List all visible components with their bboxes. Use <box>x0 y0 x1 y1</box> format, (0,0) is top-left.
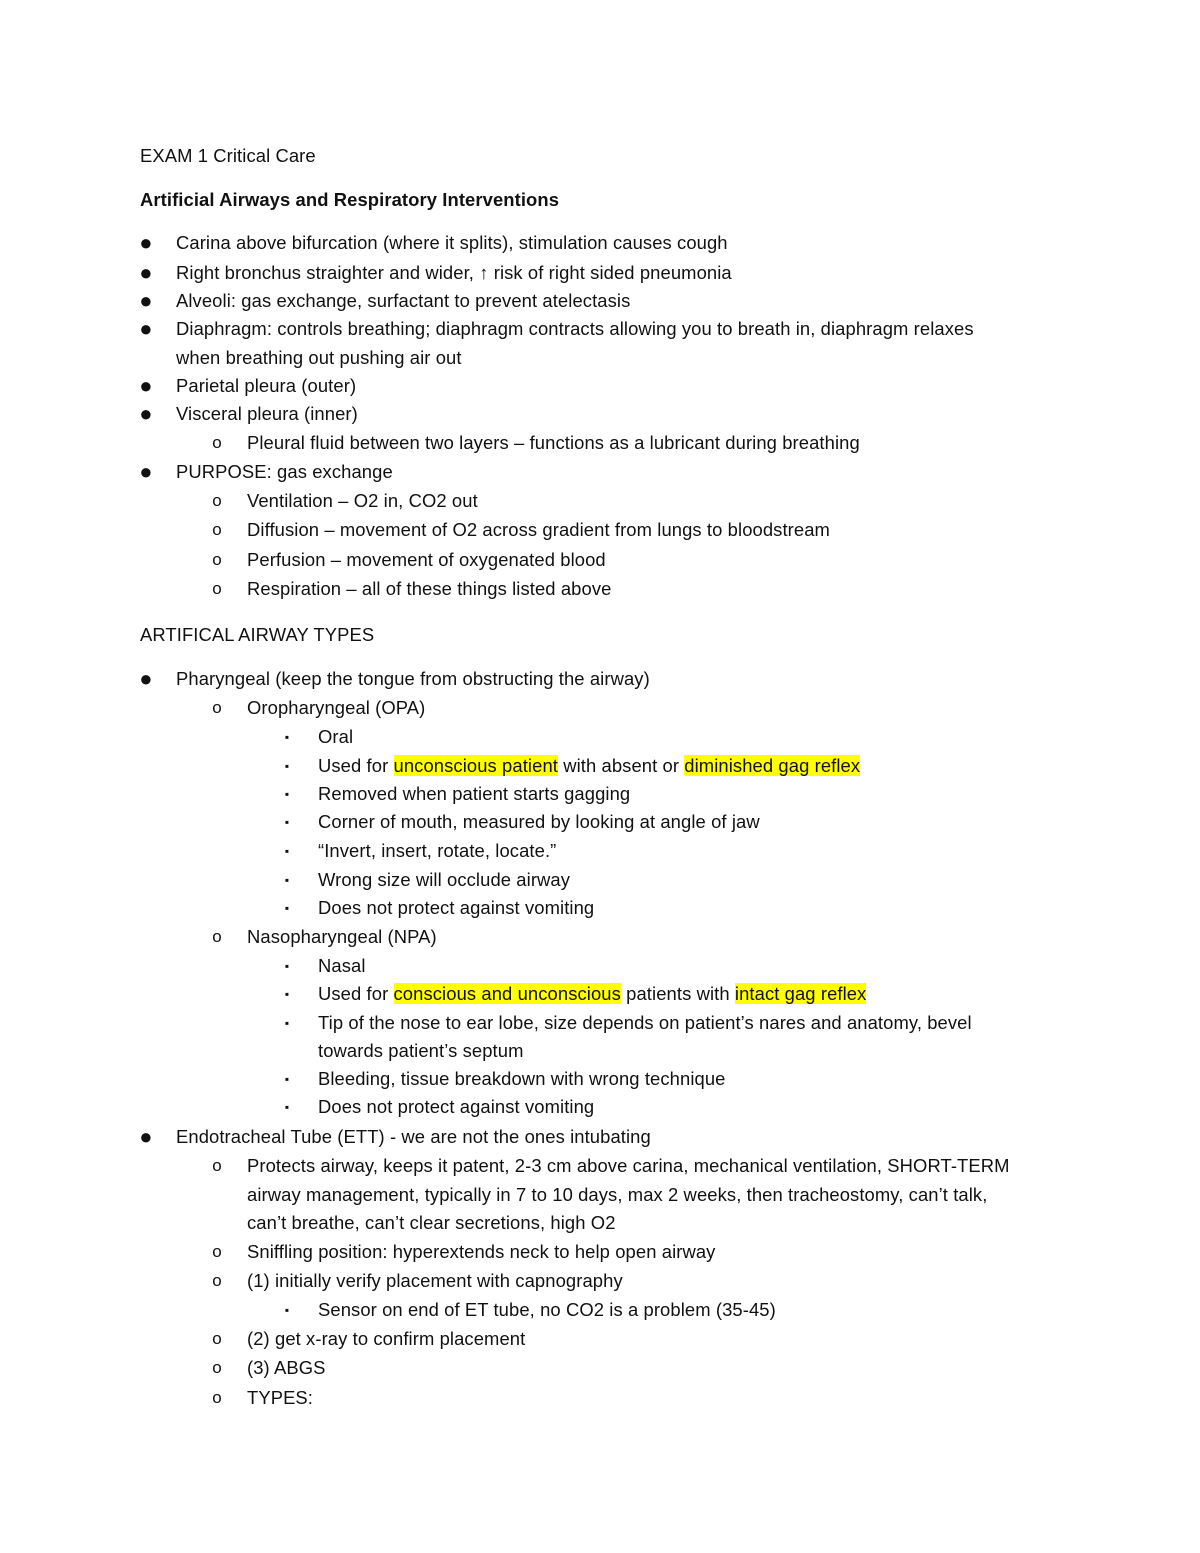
sub-bullet-icon: o <box>212 491 222 510</box>
list-item: Carina above bifurcation (where it splits), stimulation causes cough <box>176 232 728 253</box>
list-item: Pharyngeal (keep the tongue from obstructing the airway) <box>176 668 650 689</box>
list-item: Does not protect against vomiting <box>318 1096 595 1117</box>
list-item: Oral <box>318 726 354 747</box>
list-item-continuation: when breathing out pushing air out <box>176 347 462 368</box>
list-item: (3) ABGS <box>247 1357 326 1378</box>
sub-bullet-icon: o <box>212 520 222 539</box>
list-item: Wrong size will occlude airway <box>318 869 571 890</box>
list-item: (1) initially verify placement with capnography <box>247 1270 623 1291</box>
document-title: EXAM 1 Critical Care <box>140 145 316 166</box>
sub-bullet-icon: o <box>212 1271 222 1290</box>
text-segment: Used for <box>318 983 394 1004</box>
sub-bullet-icon: o <box>212 698 222 717</box>
list-item: Respiration – all of these things listed above <box>247 578 612 599</box>
list-item-highlighted <box>318 754 860 778</box>
text-segment: with absent or <box>557 755 685 776</box>
sub-bullet-icon: o <box>212 550 222 569</box>
list-item: Corner of mouth, measured by looking at angle of jaw <box>318 811 760 832</box>
list-item: TYPES: <box>247 1387 314 1408</box>
list-item: Bleeding, tissue breakdown with wrong technique <box>318 1068 726 1089</box>
section-heading-airway-types: ARTIFICAL AIRWAY TYPES <box>140 624 375 645</box>
bullet-icon: ● <box>139 666 153 691</box>
bullet-icon: ● <box>139 260 153 285</box>
list-item: Sniffling position: hyperextends neck to help open airway <box>247 1241 716 1262</box>
list-item: Parietal pleura (outer) <box>176 375 357 396</box>
square-bullet-icon: ▪ <box>284 1072 290 1086</box>
list-item: Alveoli: gas exchange, surfactant to prevent atelectasis <box>176 290 631 311</box>
highlighted-text: unconscious patient <box>393 755 558 776</box>
list-item: Oropharyngeal (OPA) <box>247 697 426 718</box>
list-item: Visceral pleura (inner) <box>176 403 358 424</box>
list-item-continuation: can’t breathe, can’t clear secretions, high O2 <box>247 1212 616 1233</box>
bullet-icon: ● <box>139 288 153 313</box>
list-item: Does not protect against vomiting <box>318 897 595 918</box>
sub-bullet-icon: o <box>212 1388 222 1407</box>
list-item: Tip of the nose to ear lobe, size depends on patient’s nares and anatomy, bevel <box>318 1012 972 1033</box>
list-item: Endotracheal Tube (ETT) - we are not the ones intubating <box>176 1126 651 1147</box>
bullet-icon: ● <box>139 1124 153 1149</box>
list-item: Pleural fluid between two layers – functions as a lubricant during breathing <box>247 432 860 453</box>
list-item: Diaphragm: controls breathing; diaphragm contracts allowing you to breath in, diaphragm relaxes <box>176 318 974 339</box>
square-bullet-icon: ▪ <box>284 1100 290 1114</box>
list-item: Sensor on end of ET tube, no CO2 is a problem (35-45) <box>318 1299 776 1320</box>
sub-bullet-icon: o <box>212 579 222 598</box>
square-bullet-icon: ▪ <box>284 1303 290 1317</box>
square-bullet-icon: ▪ <box>284 815 290 829</box>
list-item-continuation: towards patient’s septum <box>318 1040 524 1061</box>
list-item: Removed when patient starts gagging <box>318 783 631 804</box>
bullet-icon: ● <box>139 316 153 341</box>
list-item-highlighted <box>318 982 866 1006</box>
bullet-icon: ● <box>139 459 153 484</box>
square-bullet-icon: ▪ <box>284 987 290 1001</box>
list-item: Nasal <box>318 955 366 976</box>
list-item: PURPOSE: gas exchange <box>176 461 393 482</box>
list-item: Right bronchus straighter and wider, ↑ risk of right sided pneumonia <box>176 262 732 283</box>
list-item: Perfusion – movement of oxygenated blood <box>247 549 606 570</box>
highlighted-text: intact gag reflex <box>734 983 867 1004</box>
sub-bullet-icon: o <box>212 927 222 946</box>
bullet-icon: ● <box>139 401 153 426</box>
square-bullet-icon: ▪ <box>284 787 290 801</box>
bullet-icon: ● <box>139 373 153 398</box>
text-segment: patients with <box>620 983 735 1004</box>
list-item-continuation: airway management, typically in 7 to 10 days, max 2 weeks, then tracheostomy, can’t talk, <box>247 1184 988 1205</box>
section-heading-airways: Artificial Airways and Respiratory Interventions <box>140 189 560 210</box>
text-segment: Used for <box>318 755 394 776</box>
square-bullet-icon: ▪ <box>284 873 290 887</box>
sub-bullet-icon: o <box>212 1156 222 1175</box>
highlighted-text: diminished gag reflex <box>684 755 861 776</box>
list-item: Nasopharyngeal (NPA) <box>247 926 437 947</box>
list-item: Protects airway, keeps it patent, 2-3 cm above carina, mechanical ventilation, SHORT-TERM <box>247 1155 1010 1176</box>
sub-bullet-icon: o <box>212 1242 222 1261</box>
square-bullet-icon: ▪ <box>284 1016 290 1030</box>
square-bullet-icon: ▪ <box>284 730 290 744</box>
sub-bullet-icon: o <box>212 1329 222 1348</box>
sub-bullet-icon: o <box>212 1358 222 1377</box>
list-item: Diffusion – movement of O2 across gradient from lungs to bloodstream <box>247 519 830 540</box>
list-item: “Invert, insert, rotate, locate.” <box>318 840 557 861</box>
square-bullet-icon: ▪ <box>284 901 290 915</box>
sub-bullet-icon: o <box>212 433 222 452</box>
square-bullet-icon: ▪ <box>284 959 290 973</box>
square-bullet-icon: ▪ <box>284 844 290 858</box>
square-bullet-icon: ▪ <box>284 759 290 773</box>
list-item: Ventilation – O2 in, CO2 out <box>247 490 478 511</box>
list-item: (2) get x-ray to confirm placement <box>247 1328 526 1349</box>
highlighted-text: conscious and unconscious <box>393 983 621 1004</box>
bullet-icon: ● <box>139 230 153 255</box>
